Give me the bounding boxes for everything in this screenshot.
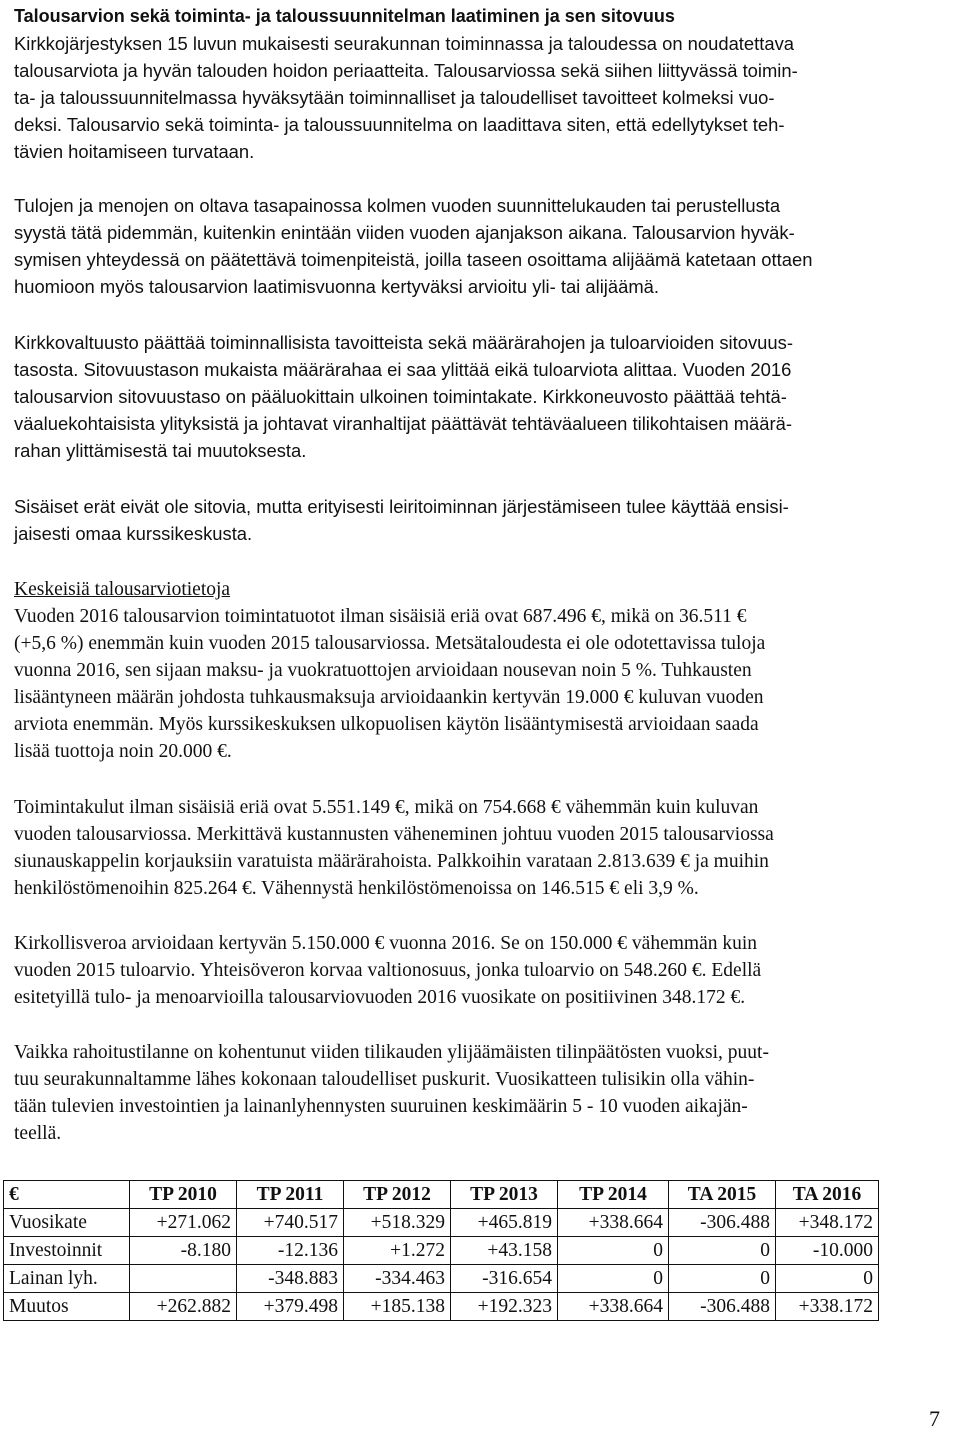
table-cell: -12.136	[237, 1237, 344, 1265]
row-label: Investoinnit	[4, 1237, 130, 1265]
paragraph-line: Vuoden 2016 talousarvion toimintatuotot ilman sisäisiä eriä ovat 687.496 €, mikä on 36.511 €	[14, 606, 747, 627]
table-cell: -334.463	[344, 1265, 451, 1293]
table-cell: +740.517	[237, 1209, 344, 1237]
table-cell: 0	[558, 1265, 669, 1293]
paragraph-line: Toimintakulut ilman sisäisiä eriä ovat 5.551.149 €, mikä on 754.668 € vähemmän kuin kuluvan	[14, 797, 759, 818]
column-header: TP 2013	[451, 1181, 558, 1209]
table-cell: +338.664	[558, 1293, 669, 1321]
paragraph-line: tuu seurakunnaltamme lähes kokonaan taloudelliset puskurit. Vuosikatteen tulisikin olla vähin-	[14, 1069, 755, 1090]
row-label: Vuosikate	[4, 1209, 130, 1237]
column-header: €	[4, 1181, 130, 1209]
table-cell: +262.882	[130, 1293, 237, 1321]
page-number: 7	[929, 1406, 940, 1431]
table-cell	[130, 1265, 237, 1293]
paragraph-binding-level	[14, 329, 793, 464]
table-cell: 0	[669, 1265, 776, 1293]
paragraph-line: siunauskappelin korjauksiin varatuista määrärahoista. Palkkoihin varataan 2.813.639 € ja muihin	[14, 851, 769, 872]
table-cell: +465.819	[451, 1209, 558, 1237]
table-cell: +518.329	[344, 1209, 451, 1237]
paragraph-line: talousarvion sitovuustaso on pääluokittain ulkoinen toimintakate. Kirkkoneuvosto päättää tehtä-	[14, 386, 787, 407]
table-cell: +185.138	[344, 1293, 451, 1321]
paragraph-line: vuonna 2016, sen sijaan maksu- ja vuokratuottojen arvioidaan nousevan noin 5 %. Tuhkausten	[14, 660, 752, 681]
paragraph-line: arviota enemmän. Myös kurssikeskuksen ulkopuolisen käytön lisääntymisestä arvioidaan saada	[14, 714, 759, 735]
row-label: Lainan lyh.	[4, 1265, 130, 1293]
table-cell: -306.488	[669, 1209, 776, 1237]
table-cell: -306.488	[669, 1293, 776, 1321]
paragraph-line: lisääntyneen määrän johdosta tuhkausmaksuja arvioidaankin kertyvän 19.000 € kuluvan vuoden	[14, 687, 764, 708]
paragraph-line: vuoden talousarviossa. Merkittävä kustannusten väheneminen johtuu vuoden 2015 talousarviossa	[14, 824, 774, 845]
paragraph-line: tävien hoitamiseen turvataan.	[14, 141, 255, 162]
table-cell: +192.323	[451, 1293, 558, 1321]
paragraph-line: symisen yhteydessä on päätettävä toimenpiteistä, joilla taseen osoittama alijäämä katetaan ottaen	[14, 249, 813, 270]
table-cell: -8.180	[130, 1237, 237, 1265]
table-cell: +348.172	[776, 1209, 879, 1237]
row-label: Muutos	[4, 1293, 130, 1321]
column-header: TP 2010	[130, 1181, 237, 1209]
paragraph-operating-costs	[14, 794, 774, 902]
column-header: TA 2015	[669, 1181, 776, 1209]
table-row	[4, 1265, 879, 1293]
financial-summary-table	[3, 1180, 879, 1321]
paragraph-line: Vaikka rahoitustilanne on kohentunut viiden tilikauden ylijäämäisten tilinpäätösten vuoksi, puut-	[14, 1042, 769, 1063]
paragraph-line: syystä tätä pidemmän, kuitenkin enintään viiden vuoden ajanjakson aikana. Talousarvion hyväk-	[14, 222, 795, 243]
table-cell: +271.062	[130, 1209, 237, 1237]
column-header: TP 2012	[344, 1181, 451, 1209]
table-cell: -316.654	[451, 1265, 558, 1293]
paragraph-line: Kirkkovaltuusto päättää toiminnallisista tavoitteista sekä määrärahojen ja tuloarvioiden sitovuus-	[14, 332, 793, 353]
paragraph-line: rahan ylittämisestä tai muutoksesta.	[14, 440, 307, 461]
paragraph-line: deksi. Talousarvio sekä toiminta- ja taloussuunnitelma on laadittava siten, että edellytykset teh-	[14, 114, 785, 135]
paragraph-line: tasosta. Sitovuustason mukaista määrärahaa ei saa ylittää eikä tuloarviota alittaa. Vuoden 2016	[14, 359, 792, 380]
paragraph-line: ta- ja taloussuunnitelmassa hyväksytään toiminnalliset ja taloudelliset tavoitteet kolmeksi vuo-	[14, 87, 775, 108]
paragraph-line: huomioon myös talousarvion laatimisvuonna kertyväksi arvioitu yli- tai alijäämä.	[14, 276, 659, 297]
section-heading: Keskeisiä talousarviotietoja	[14, 579, 231, 600]
paragraph-church-tax	[14, 930, 761, 1011]
column-header: TP 2014	[558, 1181, 669, 1209]
table-cell: -348.883	[237, 1265, 344, 1293]
paragraph-financing	[14, 1039, 769, 1147]
table-cell: +1.272	[344, 1237, 451, 1265]
paragraph-line: vuoden 2015 tuloarvio. Yhteisöveron korvaa valtionosuus, jonka tuloarvio on 548.260 €. Edellä	[14, 960, 762, 981]
table-row	[4, 1237, 879, 1265]
table-cell: 0	[558, 1237, 669, 1265]
paragraph-line: tään tulevien investointien ja lainanlyhennysten suuruinen keskimäärin 5 - 10 vuoden aikajän-	[14, 1096, 748, 1117]
paragraph-line: teellä.	[14, 1123, 62, 1144]
paragraph-line: (+5,6 %) enemmän kuin vuoden 2015 talousarviossa. Metsätaloudesta ei ole odotettavissa tuloja	[14, 633, 766, 654]
paragraph-line: Kirkollisveroa arvioidaan kertyvän 5.150.000 € vuonna 2016. Se on 150.000 € vähemmän kuin	[14, 933, 758, 954]
paragraph-balance	[14, 192, 812, 300]
column-header: TP 2011	[237, 1181, 344, 1209]
paragraph-line: henkilöstömenoihin 825.264 €. Vähennystä henkilöstömenoissa on 146.515 € eli 3,9 %.	[14, 878, 699, 899]
table-header-row	[4, 1181, 879, 1209]
section-heading: Talousarvion sekä toiminta- ja taloussuunnitelman laatiminen ja sen sitovuus	[14, 6, 675, 26]
table-cell: +338.664	[558, 1209, 669, 1237]
table-cell: +43.158	[451, 1237, 558, 1265]
table-cell: 0	[776, 1265, 879, 1293]
paragraph-line: Kirkkojärjestyksen 15 luvun mukaisesti seurakunnan toiminnassa ja taloudessa on noudatettava	[14, 33, 795, 54]
table-cell: +338.172	[776, 1293, 879, 1321]
column-header: TA 2016	[776, 1181, 879, 1209]
paragraph-line: väaluekohtaisista ylityksistä ja johtavat viranhaltijat päättävät tehtäväalueen tilikohtaisen määrä-	[14, 413, 792, 434]
paragraph-line: esitetyillä tulo- ja menoarvioilla talousarviovuoden 2016 vuosikate on positiivinen 348.172 €.	[14, 987, 746, 1008]
paragraph-line: jaisesti omaa kurssikeskusta.	[14, 523, 253, 544]
paragraph-line: Sisäiset erät eivät ole sitovia, mutta erityisesti leiritoiminnan järjestämiseen tulee käyttää ensisi-	[14, 496, 789, 517]
table-row	[4, 1293, 879, 1321]
paragraph-internal-items	[14, 493, 789, 547]
table-cell: -10.000	[776, 1237, 879, 1265]
section-budget-preparation	[14, 1, 798, 165]
section-key-budget-figures	[14, 576, 765, 765]
table-row	[4, 1209, 879, 1237]
paragraph-line: lisää tuottoja noin 20.000 €.	[14, 741, 232, 762]
paragraph-line: Tulojen ja menojen on oltava tasapainossa kolmen vuoden suunnittelukauden tai perustellusta	[14, 195, 781, 216]
table-cell: +379.498	[237, 1293, 344, 1321]
table-cell: 0	[669, 1237, 776, 1265]
paragraph-line: talousarviota ja hyvän talouden hoidon periaatteita. Talousarviossa sekä siihen liittyvässä toimin-	[14, 60, 798, 81]
